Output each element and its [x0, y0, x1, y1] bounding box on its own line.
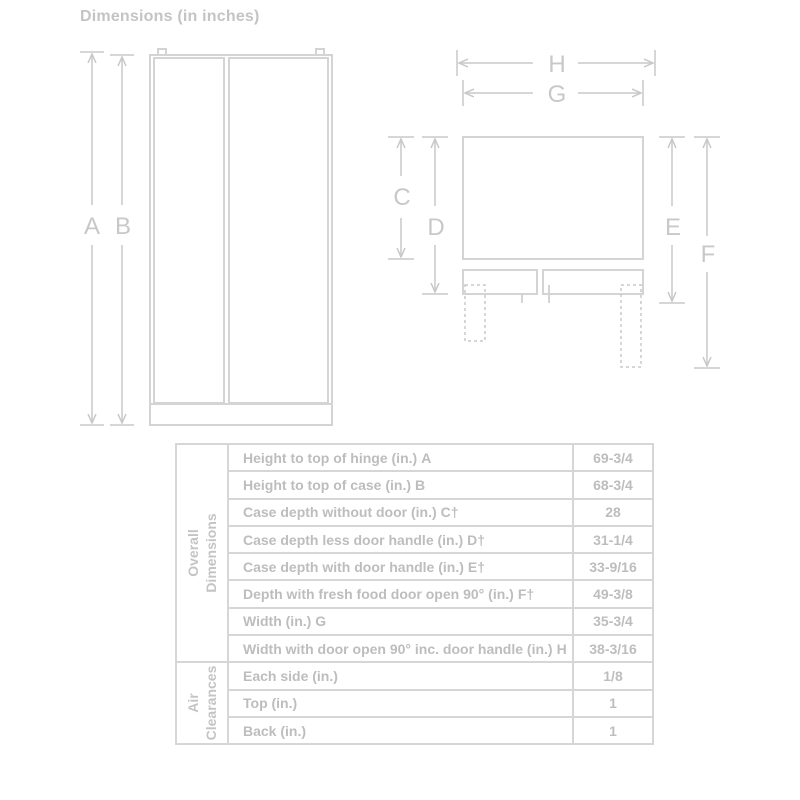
group-title-line2: Clearances — [203, 665, 219, 741]
table-row — [176, 608, 653, 635]
table-row — [176, 635, 653, 662]
open-door-swing — [465, 285, 641, 367]
row-label: Depth with fresh food door open 90° (in.) F† — [228, 580, 573, 607]
dimension-label-d: D — [427, 214, 445, 241]
group-header-air-clearances — [176, 662, 228, 744]
row-value: 69-3/4 — [573, 444, 653, 471]
hinge-right — [316, 49, 324, 55]
fresh-food-door-top — [543, 270, 643, 294]
fresh-food-door — [229, 58, 328, 403]
row-value: 1 — [573, 717, 653, 744]
row-value: 68-3/4 — [573, 471, 653, 498]
row-label: Height to top of hinge (in.) A — [228, 444, 573, 471]
front-view — [150, 49, 332, 425]
table-row — [176, 526, 653, 553]
group-header-overall — [176, 444, 228, 662]
table-row — [176, 690, 653, 717]
dimension-label-b: B — [114, 213, 132, 240]
row-label: Height to top of case (in.) B — [228, 471, 573, 498]
group-title-line2: Dimensions — [203, 513, 219, 593]
row-label: Each side (in.) — [228, 662, 573, 689]
row-label: Width with door open 90° inc. door handle (in.) H — [228, 635, 573, 662]
table-row — [176, 662, 653, 689]
row-value: 38-3/16 — [573, 635, 653, 662]
dimension-b — [110, 55, 134, 425]
case-outline — [463, 137, 643, 259]
table-row — [176, 553, 653, 580]
row-label: Case depth with door handle (in.) E† — [228, 553, 573, 580]
dimension-label-f: F — [700, 241, 716, 268]
freezer-door-top — [463, 270, 537, 294]
group-title-line1: Overall — [185, 529, 201, 577]
table-row — [176, 471, 653, 498]
group-title-line1: Air — [185, 693, 201, 714]
table-row — [176, 580, 653, 607]
row-value: 1/8 — [573, 662, 653, 689]
dimension-label-e: E — [664, 214, 682, 241]
row-value: 49-3/8 — [573, 580, 653, 607]
dimension-label-c: C — [393, 184, 411, 211]
fresh-food-door-open — [621, 285, 641, 367]
table-row — [176, 717, 653, 744]
row-label: Back (in.) — [228, 717, 573, 744]
hinge-left — [158, 49, 166, 55]
row-value: 28 — [573, 499, 653, 526]
fridge-body — [150, 55, 332, 425]
row-value: 33-9/16 — [573, 553, 653, 580]
page-title: Dimensions (in inches) — [80, 8, 260, 25]
row-value: 1 — [573, 690, 653, 717]
dimension-label-g: G — [547, 81, 567, 108]
row-label: Width (in.) G — [228, 608, 573, 635]
dimension-label-a: A — [83, 213, 101, 240]
freezer-door — [154, 58, 224, 403]
dimensions-table — [175, 443, 654, 745]
row-label: Case depth without door (in.) C† — [228, 499, 573, 526]
table-row — [176, 444, 653, 471]
top-view — [463, 137, 643, 303]
row-value: 35-3/4 — [573, 608, 653, 635]
table-row — [176, 499, 653, 526]
row-label: Top (in.) — [228, 690, 573, 717]
row-value: 31-1/4 — [573, 526, 653, 553]
dimension-label-h: H — [548, 51, 566, 78]
row-label: Case depth less door handle (in.) D† — [228, 526, 573, 553]
